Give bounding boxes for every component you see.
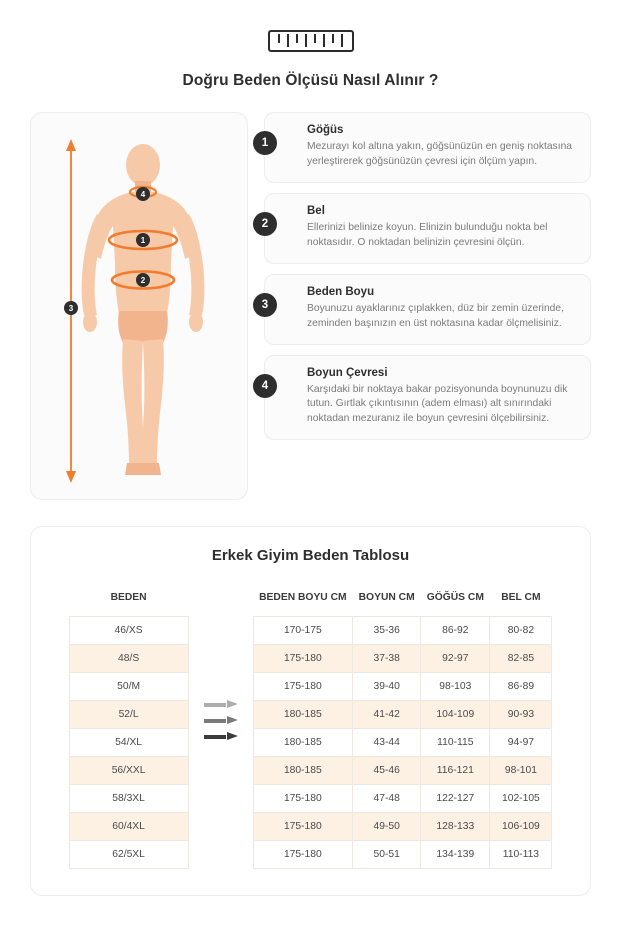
measurement-cell: 175-180 xyxy=(253,672,353,700)
measurement-cell: 175-180 xyxy=(253,812,353,840)
measurement-cell: 47-48 xyxy=(353,784,421,812)
step-number-2: 2 xyxy=(253,212,277,236)
figure-marker-1: 1 xyxy=(136,233,150,247)
measurement-column-header-4: BEL CM xyxy=(501,592,541,604)
step-title-1: Göğüs xyxy=(307,124,344,136)
size-cell: 60/4XL xyxy=(69,812,188,840)
measurement-cell: 37-38 xyxy=(353,644,421,672)
size-table-right xyxy=(253,582,553,869)
step-title-4: Boyun Çevresi xyxy=(307,366,388,379)
step-title-3: Beden Boyu xyxy=(307,285,375,298)
measurement-column-header-1: BEDEN BOYU CM xyxy=(259,592,347,604)
size-column xyxy=(69,582,189,869)
measurement-cell: 106-109 xyxy=(490,812,552,840)
measurement-cell: 43-44 xyxy=(353,728,421,756)
arrow-icon-2 xyxy=(204,716,238,725)
measurement-cell: 180-185 xyxy=(253,700,353,728)
table-row xyxy=(253,672,552,700)
figure-marker-2: 2 xyxy=(136,273,150,287)
table-row xyxy=(253,616,552,644)
table-row xyxy=(253,728,552,756)
table-row xyxy=(253,812,552,840)
step-card-2 xyxy=(261,193,591,264)
measurement-cell: 90-93 xyxy=(490,700,552,728)
measurements-columns xyxy=(253,582,553,869)
measurement-cell: 102-105 xyxy=(490,784,552,812)
male-body-measurement-figure xyxy=(30,112,248,500)
arrows-decoration xyxy=(189,582,253,741)
measurement-cell: 116-121 xyxy=(421,756,490,784)
step-desc-3: Boyunuzu ayaklarınız çıplakken, düz bir zemin üzerinde, zeminden başınızın en üst noktasına kadar ölçmelisiniz. xyxy=(307,302,564,329)
measurement-cell: 35-36 xyxy=(353,616,421,644)
measurement-column-header-2: BOYUN CM xyxy=(358,592,415,604)
measurement-cell: 41-42 xyxy=(353,700,421,728)
measurement-cell: 98-103 xyxy=(421,672,490,700)
size-cell: 46/XS xyxy=(69,616,188,644)
step-number-3: 3 xyxy=(253,293,277,317)
size-cell: 58/3XL xyxy=(69,784,188,812)
size-table-card xyxy=(30,526,591,896)
arrow-icon-1 xyxy=(204,700,238,709)
size-row xyxy=(69,840,188,868)
size-table-left xyxy=(69,582,189,869)
step-title-2: Bel xyxy=(307,204,325,217)
step-desc-2: Ellerinizi belinize koyun. Elinizin bulunduğu nokta bel noktasıdır. O noktadan belinizin çevresini ölçün. xyxy=(307,221,548,248)
size-table-title: Erkek Giyim Beden Tablosu xyxy=(211,547,410,564)
size-cell: 50/M xyxy=(69,672,188,700)
step-card-1 xyxy=(261,112,591,183)
measurement-cell: 86-92 xyxy=(421,616,490,644)
measurement-cell: 92-97 xyxy=(421,644,490,672)
measurement-cell: 175-180 xyxy=(253,644,353,672)
measurement-cell: 128-133 xyxy=(421,812,490,840)
size-row xyxy=(69,728,188,756)
table-row xyxy=(253,700,552,728)
measurement-cell: 122-127 xyxy=(421,784,490,812)
steps-list xyxy=(261,112,591,440)
measurement-cell: 180-185 xyxy=(253,728,353,756)
measurement-cell: 110-115 xyxy=(421,728,490,756)
size-cell: 56/XXL xyxy=(69,756,188,784)
header-icon-wrap xyxy=(0,0,621,52)
page-title: Doğru Beden Ölçüsü Nasıl Alınır ? xyxy=(182,72,439,89)
measurement-cell: 175-180 xyxy=(253,784,353,812)
size-row xyxy=(69,644,188,672)
step-number-4: 4 xyxy=(253,374,277,398)
measurement-cell: 98-101 xyxy=(490,756,552,784)
size-row xyxy=(69,784,188,812)
figure-marker-3: 3 xyxy=(64,301,78,315)
size-cell: 62/5XL xyxy=(69,840,188,868)
size-row xyxy=(69,616,188,644)
table-row xyxy=(253,784,552,812)
measurement-cell: 50-51 xyxy=(353,840,421,868)
measurement-cell: 45-46 xyxy=(353,756,421,784)
step-number-1: 1 xyxy=(253,131,277,155)
measurement-cell: 49-50 xyxy=(353,812,421,840)
step-card-3 xyxy=(261,274,591,345)
measurement-cell: 94-97 xyxy=(490,728,552,756)
measurement-cell: 180-185 xyxy=(253,756,353,784)
measurement-cell: 39-40 xyxy=(353,672,421,700)
measurement-cell: 80-82 xyxy=(490,616,552,644)
measurement-cell: 86-89 xyxy=(490,672,552,700)
measurement-cell: 134-139 xyxy=(421,840,490,868)
measurement-column-header-3: GÖĞÜS CM xyxy=(426,592,484,604)
measurement-cell: 82-85 xyxy=(490,644,552,672)
measurement-cell: 175-180 xyxy=(253,840,353,868)
measurement-cell: 170-175 xyxy=(253,616,353,644)
size-row xyxy=(69,672,188,700)
table-row xyxy=(253,756,552,784)
table-row xyxy=(253,840,552,868)
size-column-header: BEDEN xyxy=(110,592,147,604)
measurement-cell: 110-113 xyxy=(490,840,552,868)
measurement-cell: 104-109 xyxy=(421,700,490,728)
arrow-icon-3 xyxy=(204,732,238,741)
size-row xyxy=(69,812,188,840)
figure-marker-4: 4 xyxy=(136,187,150,201)
size-cell: 48/S xyxy=(69,644,188,672)
size-cell: 54/XL xyxy=(69,728,188,756)
measurement-instructions-section xyxy=(0,90,621,500)
size-row xyxy=(69,700,188,728)
step-desc-4: Karşıdaki bir noktaya bakar pozisyonunda boynunuzu dik tutun. Gırtlak çıkıntısının (adem elması) alt sınırındaki noktadan mezuranız ile boyun çevresini ölçebilirsiniz. xyxy=(307,383,568,425)
size-row xyxy=(69,756,188,784)
table-row xyxy=(253,644,552,672)
step-card-4 xyxy=(261,355,591,441)
size-cell: 52/L xyxy=(69,700,188,728)
step-desc-1: Mezurayı kol altına yakın, göğsünüzün en geniş noktasına yerleştirerek göğsünüzün çevresi için ölçüm yapın. xyxy=(307,141,573,167)
ruler-icon xyxy=(268,30,354,52)
